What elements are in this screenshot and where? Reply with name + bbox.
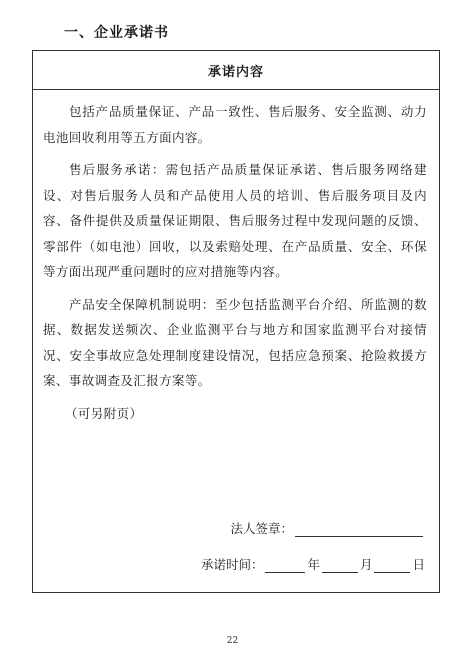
legal-sign-field[interactable] — [295, 522, 423, 537]
paragraph-after-sales: 售后服务承诺：需包括产品质量保证承诺、售后服务网络建设、对售后服务人员和产品使用人员的培训、售后服务项目及内容、备件提供及质量保证期限、售后服务过程中发现问题的反馈、零部件（如电池）回收，以及索赔处理、在产品质量、安全、环保等方面出现严重问题时的应对措施等内容。 — [43, 162, 427, 279]
day-field[interactable] — [374, 558, 410, 573]
year-label: 年 — [307, 557, 320, 572]
year-field[interactable] — [265, 558, 305, 573]
legal-sign-label: 法人签章： — [230, 521, 293, 536]
attachment-note: （可另附页） — [65, 405, 143, 421]
section-title: 一、企业承诺书 — [64, 25, 169, 41]
paragraph-safety: 产品安全保障机制说明：至少包括监测平台介绍、所监测的数据、数据发送频次、企业监测平台与地方和国家监测平台对接情况、安全事故应急处理制度建设情况，包括应急预案、抢险救援方案、事故调查及汇报方案等。 — [43, 296, 427, 388]
month-field[interactable] — [322, 558, 358, 573]
legal-signature-row — [230, 519, 425, 537]
commitment-content — [43, 99, 427, 426]
month-label: 月 — [359, 557, 373, 572]
paragraph-overview: 包括产品质量保证、产品一致性、售后服务、安全监测、动力电池回收利用等五方面内容。 — [43, 104, 427, 145]
commitment-date-row — [201, 555, 425, 573]
commitment-table — [32, 50, 440, 593]
date-label: 承诺时间： — [200, 557, 264, 572]
table-header: 承诺内容 — [33, 51, 439, 90]
page-number: 22 — [226, 636, 239, 646]
day-label: 日 — [412, 557, 425, 572]
